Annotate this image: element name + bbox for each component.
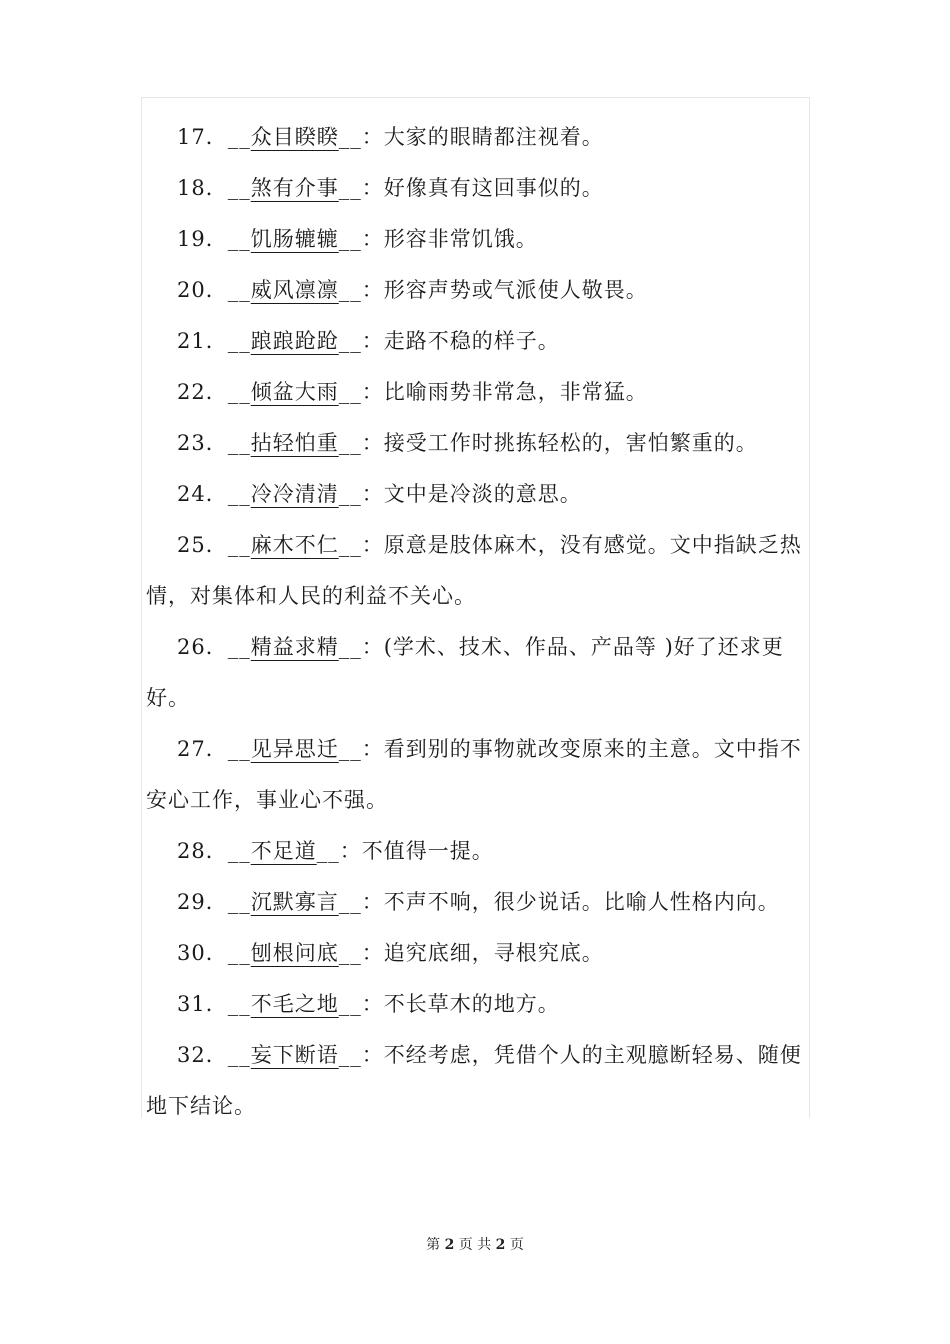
blank-lead: __ bbox=[227, 635, 251, 659]
idiom-answer: 拈轻怕重 bbox=[250, 431, 339, 455]
idiom-definition: ：不值得一提。 bbox=[339, 839, 494, 863]
idiom-entry bbox=[146, 826, 806, 877]
idiom-answer: 踉踉跄跄 bbox=[250, 329, 339, 353]
entry-number: 31． bbox=[177, 992, 228, 1016]
entry-number: 30． bbox=[177, 941, 228, 965]
idiom-entry bbox=[146, 724, 806, 826]
entry-number: 19． bbox=[177, 227, 228, 251]
idiom-answer: 众目睽睽 bbox=[250, 125, 339, 149]
idiom-entry bbox=[146, 877, 806, 928]
idiom-entry bbox=[146, 163, 806, 214]
entry-number: 29． bbox=[177, 890, 228, 914]
idiom-entry bbox=[146, 520, 806, 622]
blank-trail: __ bbox=[338, 737, 362, 761]
idiom-entry bbox=[146, 418, 806, 469]
idiom-entry bbox=[146, 622, 806, 724]
idiom-answer: 威风凛凛 bbox=[250, 278, 339, 302]
entry-number: 20． bbox=[177, 278, 228, 302]
blank-lead: __ bbox=[227, 227, 251, 251]
idiom-definition: ：不声不响，很少说话。比喻人性格内向。 bbox=[361, 890, 780, 914]
blank-trail: __ bbox=[338, 329, 362, 353]
blank-trail: __ bbox=[338, 635, 362, 659]
entry-number: 21． bbox=[177, 329, 228, 353]
idiom-entry bbox=[146, 469, 806, 520]
idiom-answer: 麻木不仁 bbox=[250, 533, 339, 557]
idiom-answer: 饥肠辘辘 bbox=[250, 227, 339, 251]
idiom-definition: ：大家的眼睛都注视着。 bbox=[361, 125, 604, 149]
blank-trail: __ bbox=[338, 380, 362, 404]
blank-lead: __ bbox=[227, 992, 251, 1016]
entry-number: 25． bbox=[177, 533, 228, 557]
entry-number: 18． bbox=[177, 176, 228, 200]
blank-trail: __ bbox=[338, 278, 362, 302]
blank-lead: __ bbox=[227, 482, 251, 506]
idiom-answer: 煞有介事 bbox=[250, 176, 339, 200]
idiom-definition: ：形容声势或气派使人敬畏。 bbox=[361, 278, 648, 302]
blank-lead: __ bbox=[227, 431, 251, 455]
blank-lead: __ bbox=[227, 380, 251, 404]
idiom-answer: 倾盆大雨 bbox=[250, 380, 339, 404]
idiom-answer: 刨根问底 bbox=[250, 941, 339, 965]
blank-trail: __ bbox=[338, 482, 362, 506]
blank-trail: __ bbox=[338, 176, 362, 200]
idiom-definition: ：好像真有这回事似的。 bbox=[361, 176, 604, 200]
entry-number: 32． bbox=[177, 1043, 228, 1067]
footer-suffix: 页 bbox=[509, 1237, 524, 1253]
entry-number: 28． bbox=[177, 839, 228, 863]
blank-lead: __ bbox=[227, 890, 251, 914]
idiom-entry bbox=[146, 928, 806, 979]
idiom-definition: ：不长草木的地方。 bbox=[361, 992, 560, 1016]
blank-trail: __ bbox=[338, 890, 362, 914]
footer-middle: 页 共 bbox=[458, 1237, 492, 1253]
entry-number: 24． bbox=[177, 482, 228, 506]
idiom-entry bbox=[146, 979, 806, 1030]
idiom-answer: 冷冷清清 bbox=[250, 482, 339, 506]
entry-number: 27． bbox=[177, 737, 228, 761]
blank-lead: __ bbox=[227, 329, 251, 353]
idiom-entry bbox=[146, 367, 806, 418]
blank-lead: __ bbox=[227, 839, 251, 863]
idiom-answer: 沉默寡言 bbox=[250, 890, 339, 914]
blank-lead: __ bbox=[227, 278, 251, 302]
idiom-definition: ：形容非常饥饿。 bbox=[361, 227, 538, 251]
idiom-definition: ：追究底细，寻根究底。 bbox=[361, 941, 604, 965]
entry-number: 26． bbox=[177, 635, 228, 659]
blank-trail: __ bbox=[316, 839, 340, 863]
blank-lead: __ bbox=[227, 941, 251, 965]
idiom-entry bbox=[146, 1030, 806, 1132]
idiom-entry bbox=[146, 214, 806, 265]
idiom-answer: 妄下断语 bbox=[250, 1043, 339, 1067]
idiom-definition: ：不经考虑，凭借个人的主观臆断轻易、随便地下结论。 bbox=[146, 1043, 802, 1118]
idiom-entry bbox=[146, 316, 806, 367]
page-footer bbox=[0, 1234, 950, 1254]
entry-number: 17． bbox=[177, 125, 228, 149]
blank-lead: __ bbox=[227, 125, 251, 149]
blank-trail: __ bbox=[338, 227, 362, 251]
idiom-definition: ：(学术、技术、作品、产品等 )好了还求更好。 bbox=[146, 635, 784, 710]
idiom-entry bbox=[146, 112, 806, 163]
idiom-definition: ：比喻雨势非常急，非常猛。 bbox=[361, 380, 648, 404]
footer-prefix: 第 bbox=[426, 1237, 441, 1253]
idiom-definition: ：走路不稳的样子。 bbox=[361, 329, 560, 353]
blank-lead: __ bbox=[227, 533, 251, 557]
entry-number: 22． bbox=[177, 380, 228, 404]
blank-trail: __ bbox=[338, 941, 362, 965]
idiom-definition: ：原意是肢体麻木，没有感觉。文中指缺乏热情，对集体和人民的利益不关心。 bbox=[146, 533, 802, 608]
blank-lead: __ bbox=[227, 737, 251, 761]
blank-trail: __ bbox=[338, 1043, 362, 1067]
idiom-answer: 不足道 bbox=[250, 839, 317, 863]
idiom-definition: ：看到别的事物就改变原来的主意。文中指不安心工作，事业心不强。 bbox=[146, 737, 802, 812]
idiom-definition: ：接受工作时挑拣轻松的，害怕繁重的。 bbox=[361, 431, 758, 455]
blank-lead: __ bbox=[227, 176, 251, 200]
idiom-answer: 不毛之地 bbox=[250, 992, 339, 1016]
idiom-entry bbox=[146, 265, 806, 316]
idiom-definition: ：文中是冷淡的意思。 bbox=[361, 482, 582, 506]
blank-lead: __ bbox=[227, 1043, 251, 1067]
blank-trail: __ bbox=[338, 533, 362, 557]
footer-page-number: 2 bbox=[444, 1237, 455, 1253]
idiom-answer: 精益求精 bbox=[250, 635, 339, 659]
idiom-list bbox=[146, 112, 806, 1132]
blank-trail: __ bbox=[338, 992, 362, 1016]
blank-trail: __ bbox=[338, 431, 362, 455]
footer-total-pages: 2 bbox=[495, 1237, 506, 1253]
idiom-answer: 见异思迁 bbox=[250, 737, 339, 761]
blank-trail: __ bbox=[338, 125, 362, 149]
entry-number: 23． bbox=[177, 431, 228, 455]
